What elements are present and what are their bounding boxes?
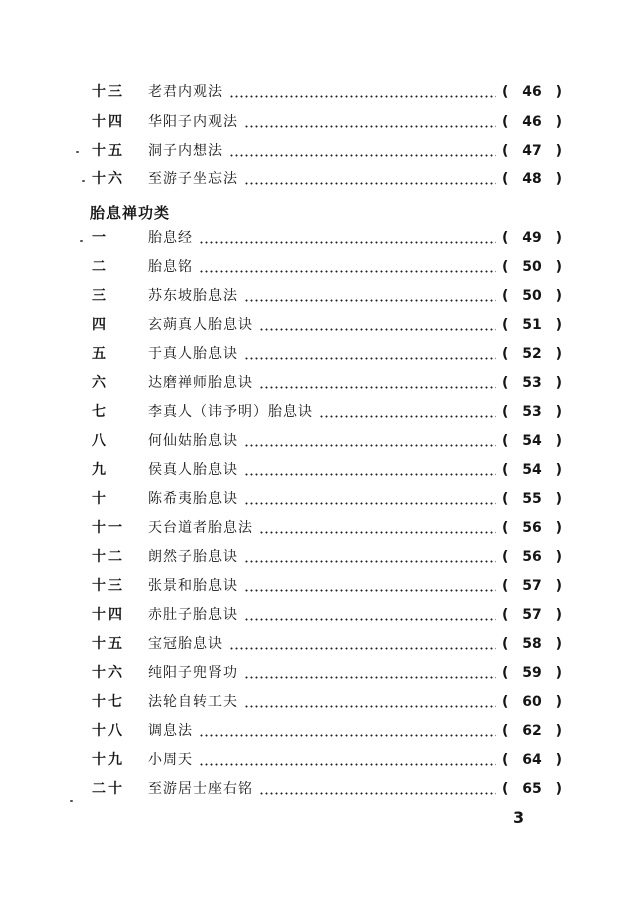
dot-leader xyxy=(229,647,496,650)
paren-open: ( xyxy=(502,636,509,652)
entry-title: 胎息经 xyxy=(148,230,193,246)
toc-entry xyxy=(92,168,562,190)
entry-title: 何仙姑胎息诀 xyxy=(148,433,238,449)
section-heading: 胎息禅功类 xyxy=(90,204,171,222)
paren-close: ) xyxy=(555,143,562,159)
entry-number: 十八 xyxy=(92,723,124,739)
paren-close: ) xyxy=(555,259,562,275)
entry-title: 玄蒴真人胎息诀 xyxy=(148,317,253,333)
entry-title: 调息法 xyxy=(148,723,193,739)
entry-title: 侯真人胎息诀 xyxy=(148,462,238,478)
dot-leader xyxy=(244,676,496,679)
entry-page-ref xyxy=(502,401,562,423)
entry-number: 四 xyxy=(92,317,108,333)
entry-title: 张景和胎息诀 xyxy=(148,578,238,594)
entry-page: 46 xyxy=(522,114,542,130)
paren-close: ) xyxy=(555,607,562,623)
paren-open: ( xyxy=(502,230,509,246)
entry-page: 56 xyxy=(522,549,542,565)
toc-entry xyxy=(92,459,562,481)
entry-page-ref xyxy=(502,343,562,365)
dot-leader xyxy=(244,125,496,128)
dot-leader xyxy=(259,531,496,534)
entry-title: 至游子坐忘法 xyxy=(148,171,238,187)
paren-open: ( xyxy=(502,694,509,710)
entry-page-ref xyxy=(502,111,562,133)
paren-close: ) xyxy=(555,375,562,391)
entry-number: 十三 xyxy=(92,84,124,100)
toc-entry xyxy=(92,691,562,713)
entry-page: 57 xyxy=(522,607,542,623)
entry-page: 52 xyxy=(522,346,542,362)
entry-page: 48 xyxy=(522,171,542,187)
entry-page-ref xyxy=(502,488,562,510)
dot-leader xyxy=(199,270,496,273)
dot-leader xyxy=(244,357,496,360)
entry-page-ref xyxy=(502,546,562,568)
toc-entry xyxy=(92,227,562,249)
toc-entry xyxy=(92,662,562,684)
paren-open: ( xyxy=(502,607,509,623)
entry-page-ref xyxy=(502,778,562,800)
entry-page-ref xyxy=(502,227,562,249)
entry-page-ref xyxy=(502,285,562,307)
paren-close: ) xyxy=(555,171,562,187)
entry-title: 小周天 xyxy=(148,752,193,768)
entry-title: 赤肚子胎息诀 xyxy=(148,607,238,623)
paren-close: ) xyxy=(555,636,562,652)
paren-close: ) xyxy=(555,462,562,478)
entry-page-ref xyxy=(502,720,562,742)
entry-number: 二 xyxy=(92,259,108,275)
paren-close: ) xyxy=(555,723,562,739)
entry-page: 57 xyxy=(522,578,542,594)
toc-entry xyxy=(92,285,562,307)
paren-close: ) xyxy=(555,114,562,130)
entry-page: 56 xyxy=(522,520,542,536)
toc-entry xyxy=(92,604,562,626)
paren-open: ( xyxy=(502,259,509,275)
entry-title: 达磨禅师胎息诀 xyxy=(148,375,253,391)
entry-title: 至游居士座右铭 xyxy=(148,781,253,797)
paren-close: ) xyxy=(555,665,562,681)
entry-page: 60 xyxy=(522,694,542,710)
toc-entry xyxy=(92,633,562,655)
paren-open: ( xyxy=(502,84,509,100)
dot-leader xyxy=(244,299,496,302)
paren-close: ) xyxy=(555,781,562,797)
entry-page: 51 xyxy=(522,317,542,333)
entry-page-ref xyxy=(502,140,562,162)
dot-leader xyxy=(319,415,496,418)
entry-number: 十四 xyxy=(92,607,124,623)
toc-entry xyxy=(92,546,562,568)
entry-page: 62 xyxy=(522,723,542,739)
entry-page-ref xyxy=(502,372,562,394)
entry-title: 朗然子胎息诀 xyxy=(148,549,238,565)
entry-page-ref xyxy=(502,81,562,103)
entry-page-ref xyxy=(502,430,562,452)
paren-open: ( xyxy=(502,781,509,797)
toc-entry xyxy=(92,256,562,278)
toc-entry xyxy=(92,488,562,510)
entry-title: 于真人胎息诀 xyxy=(148,346,238,362)
paren-open: ( xyxy=(502,433,509,449)
paren-open: ( xyxy=(502,752,509,768)
entry-page: 47 xyxy=(522,143,542,159)
toc-entry xyxy=(92,343,562,365)
entry-page: 64 xyxy=(522,752,542,768)
entry-page-ref xyxy=(502,604,562,626)
toc-entry xyxy=(92,401,562,423)
paren-close: ) xyxy=(555,288,562,304)
paren-close: ) xyxy=(555,520,562,536)
paren-open: ( xyxy=(502,288,509,304)
entry-page: 49 xyxy=(522,230,542,246)
dot-leader xyxy=(244,705,496,708)
entry-page-ref xyxy=(502,749,562,771)
dot-leader xyxy=(199,734,496,737)
page-number: 3 xyxy=(513,808,525,827)
toc-entry xyxy=(92,314,562,336)
paren-close: ) xyxy=(555,404,562,420)
entry-title: 李真人（讳予明）胎息诀 xyxy=(148,404,313,420)
paren-open: ( xyxy=(502,665,509,681)
entry-number: 十六 xyxy=(92,171,124,187)
entry-page-ref xyxy=(502,256,562,278)
entry-number: 六 xyxy=(92,375,108,391)
entry-title: 老君内观法 xyxy=(148,84,223,100)
entry-page-ref xyxy=(502,633,562,655)
entry-title: 苏东坡胎息法 xyxy=(148,288,238,304)
paren-close: ) xyxy=(555,549,562,565)
toc-entry xyxy=(92,430,562,452)
entry-page: 54 xyxy=(522,462,542,478)
paren-open: ( xyxy=(502,520,509,536)
paren-open: ( xyxy=(502,462,509,478)
entry-number: 十一 xyxy=(92,520,124,536)
paren-open: ( xyxy=(502,723,509,739)
dot-leader xyxy=(244,473,496,476)
entry-title: 洞子内想法 xyxy=(148,143,223,159)
paren-open: ( xyxy=(502,404,509,420)
paren-close: ) xyxy=(555,317,562,333)
entry-number: 十二 xyxy=(92,549,124,565)
entry-number: 十五 xyxy=(92,636,124,652)
entry-number: 十七 xyxy=(92,694,124,710)
paren-open: ( xyxy=(502,171,509,187)
paren-close: ) xyxy=(555,84,562,100)
paren-open: ( xyxy=(502,491,509,507)
entry-page: 46 xyxy=(522,84,542,100)
entry-page: 50 xyxy=(522,259,542,275)
entry-page-ref xyxy=(502,662,562,684)
entry-number: 八 xyxy=(92,433,108,449)
entry-title: 陈希夷胎息诀 xyxy=(148,491,238,507)
entry-number: 十四 xyxy=(92,114,124,130)
scan-speck xyxy=(76,151,79,153)
entry-page: 50 xyxy=(522,288,542,304)
paren-open: ( xyxy=(502,578,509,594)
dot-leader xyxy=(259,792,496,795)
dot-leader xyxy=(244,618,496,621)
entry-page: 53 xyxy=(522,404,542,420)
entry-number: 五 xyxy=(92,346,108,362)
toc-entry xyxy=(92,140,562,162)
dot-leader xyxy=(244,502,496,505)
toc-entry xyxy=(92,749,562,771)
entry-page: 59 xyxy=(522,665,542,681)
entry-number: 十 xyxy=(92,491,108,507)
paren-open: ( xyxy=(502,549,509,565)
dot-leader xyxy=(244,589,496,592)
entry-number: 二十 xyxy=(92,781,124,797)
entry-title: 天台道者胎息法 xyxy=(148,520,253,536)
entry-page: 65 xyxy=(522,781,542,797)
entry-title: 纯阳子兜肾功 xyxy=(148,665,238,681)
entry-title: 华阳子内观法 xyxy=(148,114,238,130)
entry-page-ref xyxy=(502,575,562,597)
entry-number: 三 xyxy=(92,288,108,304)
dot-leader xyxy=(259,328,496,331)
entry-page: 54 xyxy=(522,433,542,449)
entry-page-ref xyxy=(502,314,562,336)
entry-number: 十六 xyxy=(92,665,124,681)
paren-close: ) xyxy=(555,346,562,362)
paren-close: ) xyxy=(555,578,562,594)
entry-number: 九 xyxy=(92,462,108,478)
paren-close: ) xyxy=(555,491,562,507)
toc-entry xyxy=(92,575,562,597)
paren-open: ( xyxy=(502,143,509,159)
scan-speck xyxy=(80,240,83,242)
entry-page: 58 xyxy=(522,636,542,652)
toc-entry xyxy=(92,517,562,539)
entry-page-ref xyxy=(502,459,562,481)
dot-leader xyxy=(229,95,496,98)
paren-open: ( xyxy=(502,346,509,362)
entry-title: 胎息铭 xyxy=(148,259,193,275)
paren-close: ) xyxy=(555,433,562,449)
dot-leader xyxy=(229,154,496,157)
paren-open: ( xyxy=(502,375,509,391)
dot-leader xyxy=(199,763,496,766)
dot-leader xyxy=(259,386,496,389)
entry-page-ref xyxy=(502,517,562,539)
toc-entry xyxy=(92,372,562,394)
toc-entry xyxy=(92,778,562,800)
dot-leader xyxy=(199,241,496,244)
dot-leader xyxy=(244,560,496,563)
scan-speck xyxy=(70,800,73,802)
paren-open: ( xyxy=(502,317,509,333)
toc-entry xyxy=(92,81,562,103)
entry-page: 53 xyxy=(522,375,542,391)
entry-page-ref xyxy=(502,168,562,190)
dot-leader xyxy=(244,444,496,447)
dot-leader xyxy=(244,182,496,185)
paren-open: ( xyxy=(502,114,509,130)
entry-page: 55 xyxy=(522,491,542,507)
paren-close: ) xyxy=(555,694,562,710)
entry-number: 十五 xyxy=(92,143,124,159)
entry-number: 十三 xyxy=(92,578,124,594)
entry-title: 宝冠胎息诀 xyxy=(148,636,223,652)
paren-close: ) xyxy=(555,230,562,246)
entry-number: 七 xyxy=(92,404,108,420)
toc-entry xyxy=(92,720,562,742)
entry-page-ref xyxy=(502,691,562,713)
toc-entry xyxy=(92,111,562,133)
entry-title: 法轮自转工夫 xyxy=(148,694,238,710)
entry-number: 十九 xyxy=(92,752,124,768)
entry-number: 一 xyxy=(92,230,108,246)
paren-close: ) xyxy=(555,752,562,768)
scan-speck xyxy=(82,180,85,182)
